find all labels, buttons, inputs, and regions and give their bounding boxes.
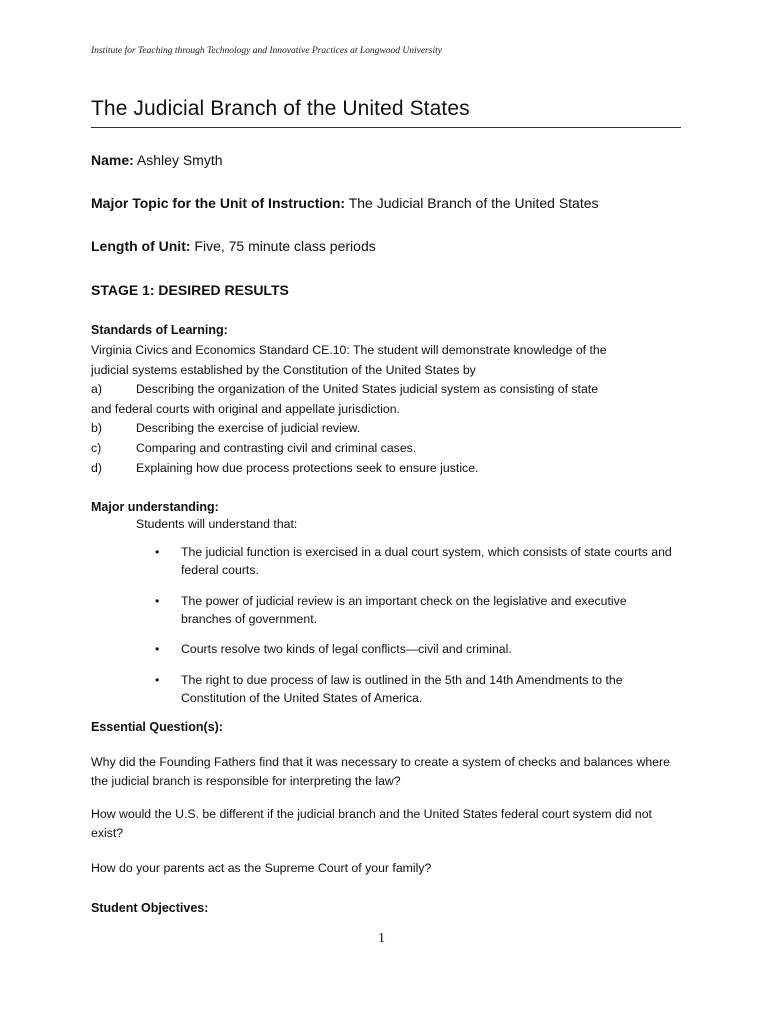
standards-heading: Standards of Learning:	[91, 323, 228, 337]
title-divider	[91, 127, 681, 128]
name-value: Ashley Smyth	[136, 152, 223, 168]
document-title: The Judicial Branch of the United States	[91, 97, 470, 120]
standard-item-d	[91, 459, 681, 479]
standard-item-text: Explaining how due process protections seek to ensure justice.	[136, 460, 479, 475]
standard-item-text: Describing the organization of the United States judicial system as consisting of state	[136, 382, 599, 397]
standard-item-text: Describing the exercise of judicial review.	[136, 421, 361, 436]
list-item-text: The power of judicial review is an important check on the legislative and executive branches of government.	[181, 593, 627, 626]
name-field	[91, 152, 223, 168]
standard-item-a-continued: and federal courts with original and appellate jurisdiction.	[91, 401, 400, 416]
standard-item-a	[91, 380, 681, 400]
list-item-text: The judicial function is exercised in a dual court system, which consists of state courts and federal courts.	[181, 545, 672, 577]
essential-question-3: How do your parents act as the Supreme Court of your family?	[91, 861, 432, 875]
length-of-unit-value: Five, 75 minute class periods	[194, 238, 376, 254]
list-item	[155, 592, 675, 628]
major-understanding-heading: Major understanding:	[91, 500, 219, 514]
essential-questions-heading: Essential Question(s):	[91, 720, 223, 734]
standards-intro-line-1: Virginia Civics and Economics Standard CE.10: The student will demonstrate knowledge of the	[91, 343, 607, 357]
page-number: 1	[378, 931, 385, 946]
standard-item-b	[91, 419, 681, 439]
standard-item-mark: c)	[91, 440, 102, 455]
understanding-list	[155, 543, 675, 719]
standard-item-c	[91, 439, 681, 459]
major-topic-value: The Judicial Branch of the United States	[348, 195, 599, 211]
standards-body	[91, 341, 681, 478]
stage1-heading: STAGE 1: DESIRED RESULTS	[91, 282, 289, 298]
standards-intro-line-2: judicial systems established by the Constitution of the United States by	[91, 362, 476, 377]
major-topic-label: Major Topic for the Unit of Instruction:	[91, 195, 346, 211]
name-label: Name:	[91, 152, 134, 168]
bullet-icon: •	[155, 672, 160, 687]
essential-question-2: How would the U.S. be different if the judicial branch and the United States federal court system did not exist?	[91, 807, 652, 840]
bullet-icon: •	[155, 642, 160, 656]
bullet-icon: •	[155, 545, 160, 559]
standard-item-mark: a)	[91, 382, 102, 397]
bullet-icon: •	[155, 593, 160, 608]
major-topic-field	[91, 195, 599, 211]
list-item	[155, 640, 675, 658]
major-understanding-intro: Students will understand that:	[136, 517, 298, 531]
list-item-text: The right to due process of law is outlined in the 5th and 14th Amendments to the Constitution of the United States of America.	[181, 672, 623, 705]
length-of-unit-field	[91, 238, 376, 254]
essential-question-1: Why did the Founding Fathers find that it was necessary to create a system of checks and balances where the judicial branch is responsible for interpreting the law?	[91, 755, 670, 788]
length-of-unit-label: Length of Unit:	[91, 238, 191, 254]
standard-item-text: Comparing and contrasting civil and criminal cases.	[136, 440, 417, 455]
student-objectives-heading: Student Objectives:	[91, 901, 209, 915]
list-item-text: Courts resolve two kinds of legal conflicts—civil and criminal.	[181, 642, 512, 656]
standard-item-mark: b)	[91, 421, 102, 436]
list-item	[155, 543, 675, 579]
list-item	[155, 671, 675, 707]
header-note: Institute for Teaching through Technology and Innovative Practices at Longwood University	[91, 46, 442, 56]
standard-item-mark: d)	[91, 460, 102, 475]
